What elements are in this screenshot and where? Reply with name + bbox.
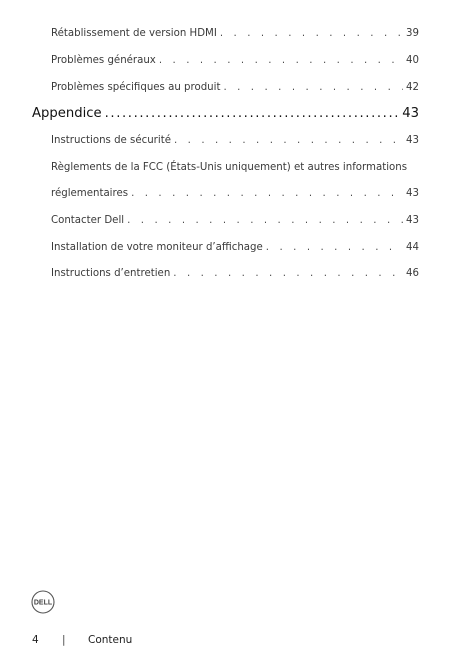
dot-leader bbox=[173, 268, 403, 279]
dot-leader bbox=[131, 188, 403, 199]
toc-entry-page: 46 bbox=[406, 268, 419, 279]
toc-entry[interactable] bbox=[51, 28, 419, 39]
toc-entry[interactable] bbox=[51, 188, 419, 199]
dot-leader bbox=[266, 242, 403, 253]
footer-section-title: Contenu bbox=[88, 634, 133, 646]
toc-entry-page: 39 bbox=[406, 28, 419, 39]
dell-logo-icon bbox=[31, 590, 55, 614]
toc-entry[interactable] bbox=[51, 82, 419, 93]
footer-separator: | bbox=[62, 634, 66, 646]
toc-entry[interactable] bbox=[51, 268, 419, 279]
toc-entry[interactable] bbox=[51, 55, 419, 66]
toc-entry-label: Rétablissement de version HDMI bbox=[51, 28, 217, 39]
toc-entry-label: Instructions de sécurité bbox=[51, 135, 171, 146]
dot-leader bbox=[223, 82, 403, 93]
toc-entry-page: 43 bbox=[406, 215, 419, 226]
toc-entry-page: 42 bbox=[406, 82, 419, 93]
toc-entry[interactable] bbox=[51, 215, 419, 226]
toc-entry-label: Installation de votre moniteur d’affichage bbox=[51, 242, 263, 253]
toc-entry-label: Problèmes généraux bbox=[51, 55, 156, 66]
toc-chapter-label: Appendice bbox=[32, 106, 102, 121]
dot-leader bbox=[105, 106, 400, 121]
toc-entry-label: Règlements de la FCC (États-Unis uniquement) et autres informations bbox=[51, 162, 408, 173]
toc-entry-page: 43 bbox=[406, 135, 419, 146]
toc-chapter-page: 43 bbox=[402, 106, 419, 121]
toc-entry-label: réglementaires bbox=[51, 188, 129, 199]
dot-leader bbox=[174, 135, 403, 146]
toc-entry-page: 43 bbox=[406, 188, 419, 199]
dot-leader bbox=[127, 215, 403, 226]
toc-entry-label: Instructions d’entretien bbox=[51, 268, 171, 279]
toc-entry-page: 40 bbox=[406, 55, 419, 66]
dell-logo-text: DELL bbox=[33, 599, 53, 607]
toc-entry-first-line[interactable] bbox=[51, 162, 407, 173]
page-number: 4 bbox=[32, 634, 39, 646]
toc-chapter-entry[interactable] bbox=[32, 106, 419, 121]
toc-entry-label: Problèmes spécifiques au produit bbox=[51, 82, 221, 93]
toc-entry[interactable] bbox=[51, 135, 419, 146]
toc-entry[interactable] bbox=[51, 242, 419, 253]
toc-entry-label: Contacter Dell bbox=[51, 215, 125, 226]
dell-logo-graphic bbox=[31, 590, 55, 614]
dot-leader bbox=[159, 55, 403, 66]
dot-leader bbox=[220, 28, 403, 39]
toc-entry-page: 44 bbox=[406, 242, 419, 253]
